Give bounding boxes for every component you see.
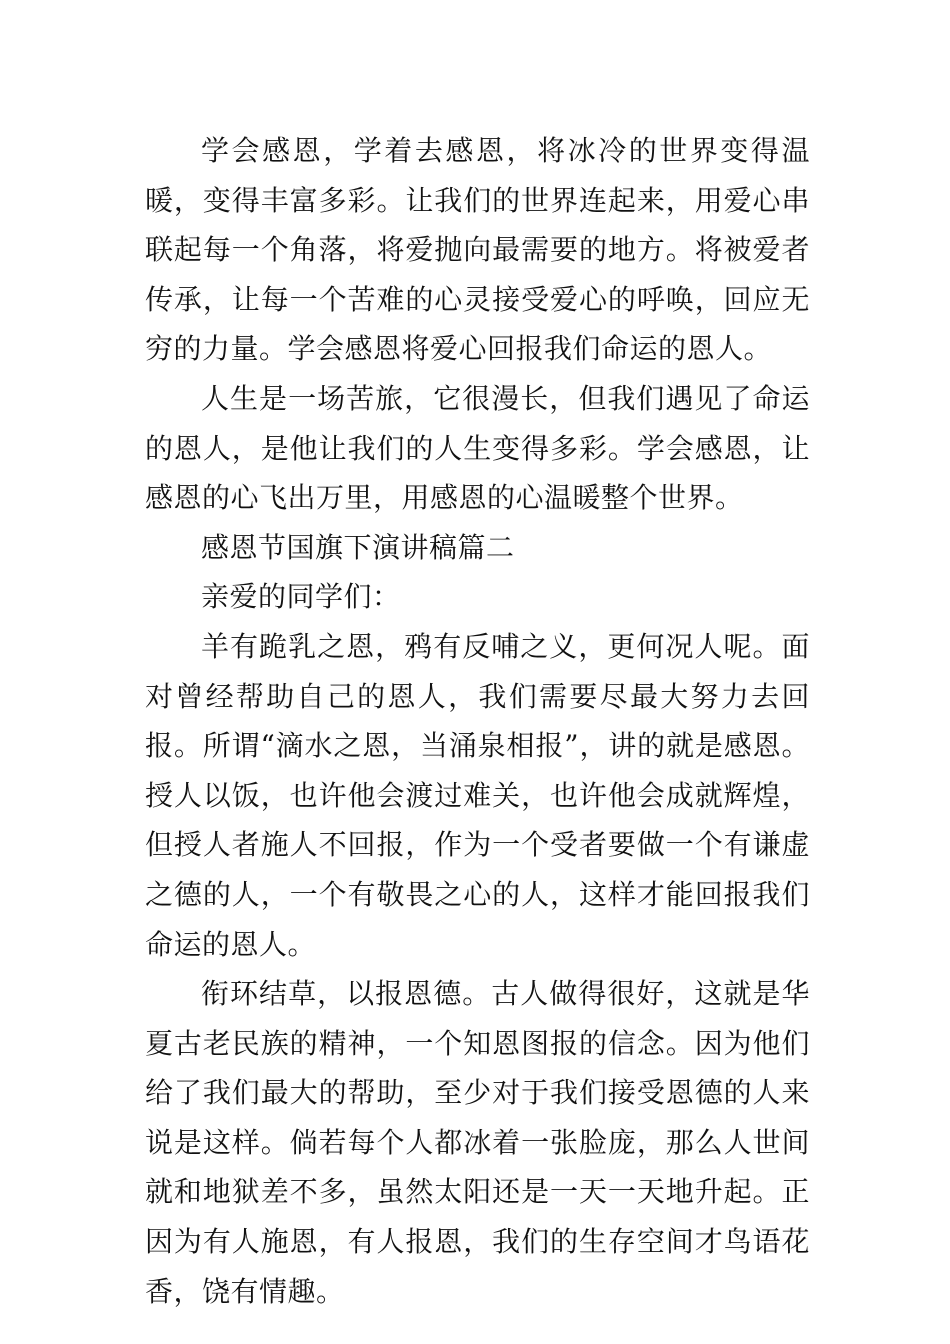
paragraph-3: 羊有跪乳之恩，鸦有反哺之义，更何况人呢。面对曾经帮助自己的恩人，我们需要尽最大努力去回报。所谓“滴水之恩，当涌泉相报”，讲的就是感恩。授人以饭，也许他会渡过难关，也许他会成就辉煌，但授人者施人不回报，作为一个受者要做一个有谦虚之德的人，一个有敬畏之心的人，这样才能回报我们命运的恩人。 [145, 629, 810, 961]
salutation: 亲爱的同学们： [201, 580, 401, 614]
paragraph-2: 人生是一场苦旅，它很漫长，但我们遇见了命运的恩人，是他让我们的人生变得多彩。学会感恩，让感恩的心飞出万里，用感恩的心温暖整个世界。 [145, 381, 810, 515]
document-body [145, 126, 810, 1316]
paragraph-1: 学会感恩，学着去感恩，将冰冷的世界变得温暖，变得丰富多彩。让我们的世界连起来，用爱心串联起每一个角落，将爱抛向最需要的地方。将被爱者传承，让每一个苦难的心灵接受爱心的呼唤，回应无穷的力量。学会感恩将爱心回报我们命运的恩人。 [145, 134, 810, 366]
section-title: 感恩节国旗下演讲稿篇二 [201, 530, 515, 564]
paragraph-4: 衔环结草，以报恩德。古人做得很好，这就是华夏古老民族的精神，一个知恩图报的信念。因为他们给了我们最大的帮助，至少对于我们接受恩德的人来说是这样。倘若每个人都冰着一张脸庞，那么人世间就和地狱差不多，虽然太阳还是一天一天地升起。正因为有人施恩，有人报恩，我们的生存空间才鸟语花香，饶有情趣。 [145, 977, 810, 1308]
